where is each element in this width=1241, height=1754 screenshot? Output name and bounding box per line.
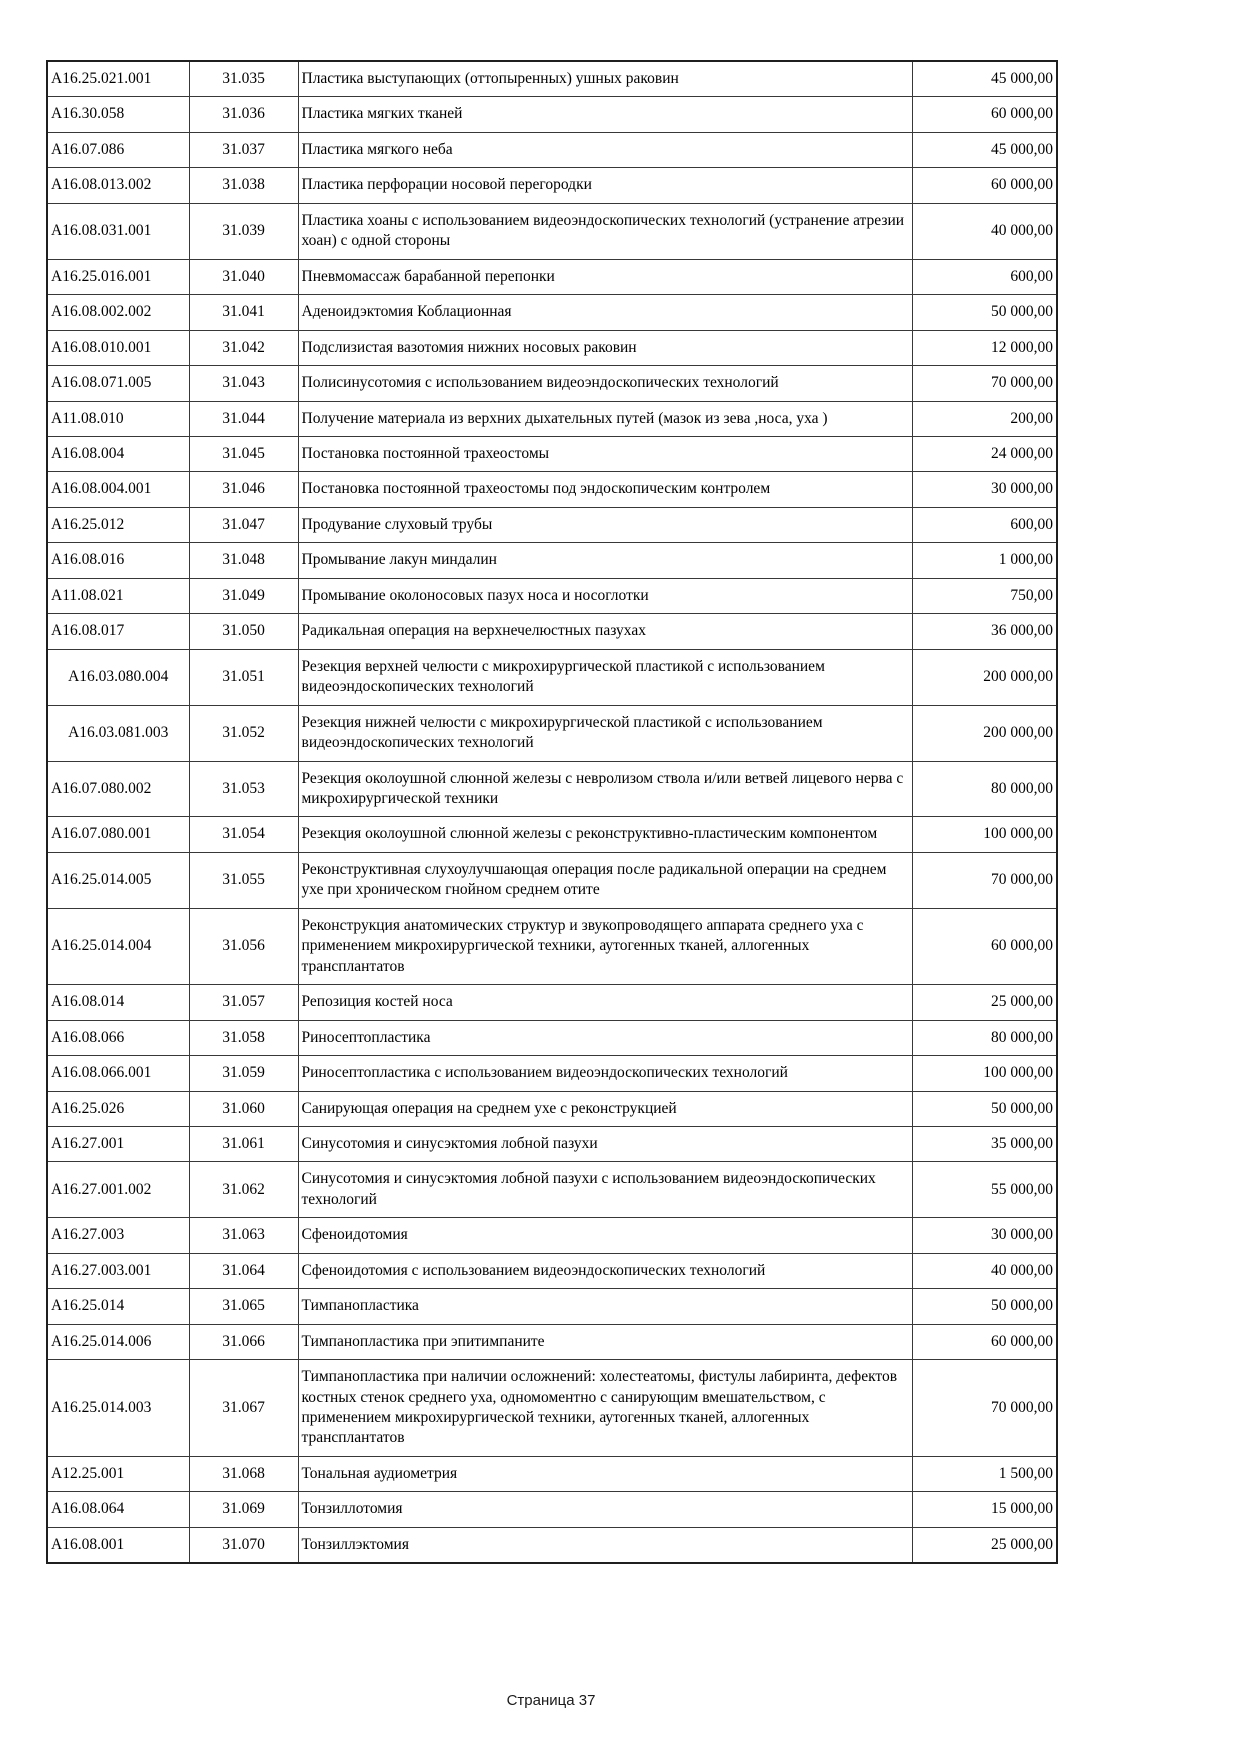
service-name-cell: Пластика хоаны с использованием видеоэндоскопических технологий (устранение атрезии хоан) с одной стороны: [298, 203, 912, 259]
service-code-cell: A16.08.001: [47, 1527, 189, 1563]
table-row: [47, 1492, 1057, 1527]
service-name-cell: Сфеноидотомия: [298, 1218, 912, 1253]
service-price-cell: 40 000,00: [912, 1253, 1057, 1288]
service-number-cell: 31.069: [189, 1492, 298, 1527]
service-price-cell: 50 000,00: [912, 1289, 1057, 1324]
table-row: [47, 1056, 1057, 1091]
service-name-cell: Тимпанопластика при наличии осложнений: холестеатомы, фистулы лабиринта, дефектов костных стенок среднего уха, одномоментно с санирующим вмешательством, с применением микрохирургической техники, аутогенных тканей, аллогенных трансплантатов: [298, 1360, 912, 1457]
service-price-cell: 70 000,00: [912, 852, 1057, 908]
service-price-cell: 50 000,00: [912, 295, 1057, 330]
service-name-cell: Синусотомия и синусэктомия лобной пазухи: [298, 1126, 912, 1161]
table-row: [47, 985, 1057, 1020]
service-name-cell: Пластика мягкого неба: [298, 132, 912, 167]
service-number-cell: 31.060: [189, 1091, 298, 1126]
service-name-cell: Синусотомия и синусэктомия лобной пазухи с использованием видеоэндоскопических технологий: [298, 1162, 912, 1218]
table-row: [47, 614, 1057, 649]
table-row: [47, 543, 1057, 578]
table-row: [47, 61, 1057, 97]
service-name-cell: Риносептопластика с использованием видеоэндоскопических технологий: [298, 1056, 912, 1091]
service-number-cell: 31.051: [189, 649, 298, 705]
table-row: [47, 203, 1057, 259]
service-code-cell: A16.25.014.004: [47, 908, 189, 984]
service-code-cell: A16.07.080.002: [47, 761, 189, 817]
service-name-cell: Реконструктивная слухоулучшающая операция после радикальной операции на среднем ухе при хроническом гнойном среднем отите: [298, 852, 912, 908]
service-price-cell: 25 000,00: [912, 1527, 1057, 1563]
service-name-cell: Сфеноидотомия с использованием видеоэндоскопических технологий: [298, 1253, 912, 1288]
service-name-cell: Резекция верхней челюсти с микрохирургической пластикой с использованием видеоэндоскопических технологий: [298, 649, 912, 705]
service-number-cell: 31.068: [189, 1456, 298, 1491]
service-code-cell: A16.07.086: [47, 132, 189, 167]
table-row: [47, 1126, 1057, 1161]
service-number-cell: 31.054: [189, 817, 298, 852]
table-row: [47, 1091, 1057, 1126]
service-number-cell: 31.057: [189, 985, 298, 1020]
service-code-cell: A16.08.010.001: [47, 330, 189, 365]
service-price-cell: 45 000,00: [912, 132, 1057, 167]
table-row: [47, 1456, 1057, 1491]
table-row: [47, 330, 1057, 365]
service-code-cell: A16.27.003: [47, 1218, 189, 1253]
service-code-cell: A12.25.001: [47, 1456, 189, 1491]
service-name-cell: Промывание околоносовых пазух носа и носоглотки: [298, 578, 912, 613]
service-price-cell: 100 000,00: [912, 817, 1057, 852]
table-row: [47, 649, 1057, 705]
service-code-cell: A16.25.014: [47, 1289, 189, 1324]
service-number-cell: 31.070: [189, 1527, 298, 1563]
service-number-cell: 31.062: [189, 1162, 298, 1218]
service-number-cell: 31.042: [189, 330, 298, 365]
service-price-cell: 60 000,00: [912, 97, 1057, 132]
table-row: [47, 507, 1057, 542]
service-name-cell: Тональная аудиометрия: [298, 1456, 912, 1491]
service-code-cell: A16.27.001.002: [47, 1162, 189, 1218]
service-code-cell: A16.25.014.006: [47, 1324, 189, 1359]
service-name-cell: Пластика мягких тканей: [298, 97, 912, 132]
table-row: [47, 1360, 1057, 1457]
service-code-cell: A16.25.012: [47, 507, 189, 542]
service-number-cell: 31.049: [189, 578, 298, 613]
service-name-cell: Пластика выступающих (оттопыренных) ушных раковин: [298, 61, 912, 97]
table-row: [47, 168, 1057, 203]
table-row: [47, 578, 1057, 613]
service-name-cell: Подслизистая вазотомия нижних носовых раковин: [298, 330, 912, 365]
table-row: [47, 761, 1057, 817]
service-price-cell: 80 000,00: [912, 761, 1057, 817]
service-name-cell: Полисинусотомия с использованием видеоэндоскопических технологий: [298, 366, 912, 401]
table-row: [47, 852, 1057, 908]
table-row: [47, 472, 1057, 507]
service-price-cell: 200 000,00: [912, 705, 1057, 761]
service-code-cell: A11.08.021: [47, 578, 189, 613]
price-list-table: [46, 60, 1058, 1564]
service-price-cell: 36 000,00: [912, 614, 1057, 649]
service-code-cell: A16.25.021.001: [47, 61, 189, 97]
service-number-cell: 31.065: [189, 1289, 298, 1324]
service-code-cell: A16.07.080.001: [47, 817, 189, 852]
service-code-cell: A16.25.026: [47, 1091, 189, 1126]
service-number-cell: 31.038: [189, 168, 298, 203]
service-code-cell: A16.08.017: [47, 614, 189, 649]
service-number-cell: 31.039: [189, 203, 298, 259]
service-number-cell: 31.044: [189, 401, 298, 436]
service-name-cell: Радикальная операция на верхнечелюстных пазухах: [298, 614, 912, 649]
service-code-cell: A16.08.064: [47, 1492, 189, 1527]
service-price-cell: 200 000,00: [912, 649, 1057, 705]
service-price-cell: 60 000,00: [912, 1324, 1057, 1359]
service-price-cell: 750,00: [912, 578, 1057, 613]
table-row: [47, 401, 1057, 436]
service-price-cell: 70 000,00: [912, 366, 1057, 401]
service-code-cell: A16.25.016.001: [47, 259, 189, 294]
service-code-cell: A16.08.016: [47, 543, 189, 578]
service-name-cell: Продувание слуховый трубы: [298, 507, 912, 542]
service-number-cell: 31.050: [189, 614, 298, 649]
service-price-cell: 45 000,00: [912, 61, 1057, 97]
service-name-cell: Реконструкция анатомических структур и звукопроводящего аппарата среднего уха с применением микрохирургической техники, аутогенных тканей, аллогенных трансплантатов: [298, 908, 912, 984]
service-price-cell: 60 000,00: [912, 908, 1057, 984]
service-price-cell: 15 000,00: [912, 1492, 1057, 1527]
service-code-cell: A16.25.014.003: [47, 1360, 189, 1457]
service-price-cell: 30 000,00: [912, 472, 1057, 507]
service-code-cell: A16.08.066: [47, 1020, 189, 1055]
service-code-cell: A16.27.003.001: [47, 1253, 189, 1288]
table-row: [47, 817, 1057, 852]
service-code-cell: A16.08.014: [47, 985, 189, 1020]
price-list-body: [47, 61, 1057, 1563]
service-number-cell: 31.040: [189, 259, 298, 294]
service-number-cell: 31.066: [189, 1324, 298, 1359]
service-name-cell: Резекция нижней челюсти с микрохирургической пластикой с использованием видеоэндоскопических технологий: [298, 705, 912, 761]
service-number-cell: 31.045: [189, 436, 298, 471]
service-price-cell: 600,00: [912, 259, 1057, 294]
service-name-cell: Резекция околоушной слюнной железы с невролизом ствола и/или ветвей лицевого нерва с микрохирургической техники: [298, 761, 912, 817]
service-price-cell: 25 000,00: [912, 985, 1057, 1020]
table-row: [47, 436, 1057, 471]
table-row: [47, 1527, 1057, 1563]
service-price-cell: 70 000,00: [912, 1360, 1057, 1457]
service-name-cell: Тонзиллотомия: [298, 1492, 912, 1527]
table-row: [47, 908, 1057, 984]
service-code-cell: A16.08.002.002: [47, 295, 189, 330]
service-name-cell: Санирующая операция на среднем ухе с реконструкцией: [298, 1091, 912, 1126]
table-row: [47, 1324, 1057, 1359]
service-number-cell: 31.067: [189, 1360, 298, 1457]
service-name-cell: Резекция околоушной слюнной железы с реконструктивно-пластическим компонентом: [298, 817, 912, 852]
table-row: [47, 1253, 1057, 1288]
service-code-cell: A16.25.014.005: [47, 852, 189, 908]
service-name-cell: Получение материала из верхних дыхательных путей (мазок из зева ,носа, уха ): [298, 401, 912, 436]
service-price-cell: 50 000,00: [912, 1091, 1057, 1126]
page-number-label: Страница 37: [506, 1692, 596, 1709]
service-code-cell: A16.27.001: [47, 1126, 189, 1161]
table-row: [47, 295, 1057, 330]
service-number-cell: 31.059: [189, 1056, 298, 1091]
service-code-cell: A16.30.058: [47, 97, 189, 132]
service-price-cell: 200,00: [912, 401, 1057, 436]
service-number-cell: 31.052: [189, 705, 298, 761]
table-row: [47, 1020, 1057, 1055]
service-code-cell: A16.03.080.004: [47, 649, 189, 705]
service-name-cell: Тонзиллэктомия: [298, 1527, 912, 1563]
service-code-cell: A16.08.031.001: [47, 203, 189, 259]
service-code-cell: A16.08.013.002: [47, 168, 189, 203]
service-name-cell: Постановка постоянной трахеостомы: [298, 436, 912, 471]
table-row: [47, 366, 1057, 401]
service-number-cell: 31.064: [189, 1253, 298, 1288]
service-number-cell: 31.047: [189, 507, 298, 542]
service-name-cell: Тимпанопластика при эпитимпаните: [298, 1324, 912, 1359]
service-price-cell: 40 000,00: [912, 203, 1057, 259]
service-name-cell: Тимпанопластика: [298, 1289, 912, 1324]
service-name-cell: Промывание лакун миндалин: [298, 543, 912, 578]
table-row: [47, 132, 1057, 167]
service-price-cell: 55 000,00: [912, 1162, 1057, 1218]
service-price-cell: 80 000,00: [912, 1020, 1057, 1055]
service-name-cell: Пневмомассаж барабанной перепонки: [298, 259, 912, 294]
service-name-cell: Репозиция костей носа: [298, 985, 912, 1020]
service-price-cell: 35 000,00: [912, 1126, 1057, 1161]
service-name-cell: Аденоидэктомия Коблационная: [298, 295, 912, 330]
service-price-cell: 12 000,00: [912, 330, 1057, 365]
service-number-cell: 31.055: [189, 852, 298, 908]
table-row: [47, 97, 1057, 132]
service-number-cell: 31.037: [189, 132, 298, 167]
service-code-cell: A16.08.071.005: [47, 366, 189, 401]
table-row: [47, 1289, 1057, 1324]
service-price-cell: 24 000,00: [912, 436, 1057, 471]
service-number-cell: 31.061: [189, 1126, 298, 1161]
service-number-cell: 31.048: [189, 543, 298, 578]
service-code-cell: A16.03.081.003: [47, 705, 189, 761]
table-row: [47, 259, 1057, 294]
service-price-cell: 600,00: [912, 507, 1057, 542]
service-number-cell: 31.063: [189, 1218, 298, 1253]
service-code-cell: A16.08.004.001: [47, 472, 189, 507]
service-number-cell: 31.056: [189, 908, 298, 984]
table-row: [47, 1162, 1057, 1218]
service-price-cell: 60 000,00: [912, 168, 1057, 203]
service-number-cell: 31.036: [189, 97, 298, 132]
service-price-cell: 100 000,00: [912, 1056, 1057, 1091]
service-price-cell: 1 000,00: [912, 543, 1057, 578]
service-code-cell: A16.08.004: [47, 436, 189, 471]
service-number-cell: 31.043: [189, 366, 298, 401]
table-row: [47, 1218, 1057, 1253]
service-name-cell: Риносептопластика: [298, 1020, 912, 1055]
service-code-cell: A16.08.066.001: [47, 1056, 189, 1091]
service-name-cell: Постановка постоянной трахеостомы под эндоскопическим контролем: [298, 472, 912, 507]
service-price-cell: 1 500,00: [912, 1456, 1057, 1491]
service-code-cell: A11.08.010: [47, 401, 189, 436]
service-price-cell: 30 000,00: [912, 1218, 1057, 1253]
service-name-cell: Пластика перфорации носовой перегородки: [298, 168, 912, 203]
service-number-cell: 31.058: [189, 1020, 298, 1055]
service-number-cell: 31.053: [189, 761, 298, 817]
service-number-cell: 31.035: [189, 61, 298, 97]
service-number-cell: 31.041: [189, 295, 298, 330]
service-number-cell: 31.046: [189, 472, 298, 507]
table-row: [47, 705, 1057, 761]
